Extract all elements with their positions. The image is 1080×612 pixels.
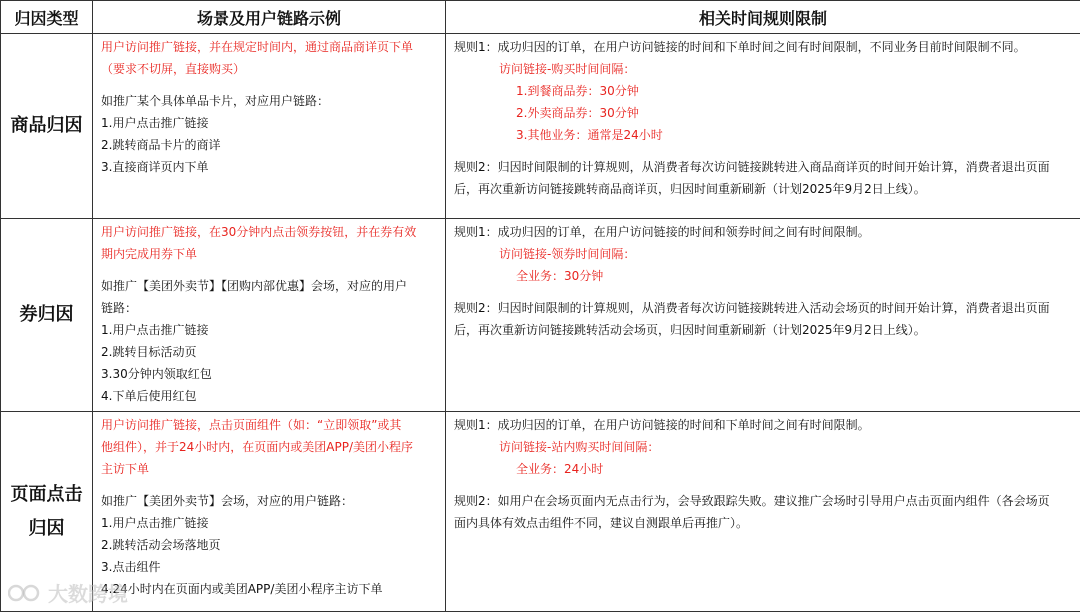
scenario-red-line: 期内完成用券下单: [101, 247, 198, 261]
scenario-red-line: 用户访问推广链接，在30分钟内点击领券按钮，并在券有效: [101, 225, 417, 239]
rule1-interval-item: 全业务：30分钟: [516, 269, 604, 283]
rules-cell: [446, 34, 1080, 219]
type-label: 页面点击: [10, 483, 83, 505]
scenario-step: 3.30分钟内领取红包: [101, 367, 212, 381]
scenario-step: 3.点击组件: [101, 560, 161, 574]
rule1-text: 规则1：成功归因的订单，在用户访问链接的时间和下单时间之间有时间限制，不同业务目前时间限制不同。: [454, 40, 1026, 54]
rule2-text: 规则2：归因时间限制的计算规则，从消费者每次访问链接跳转进入活动会场页的时间开始计算，消费者退出页面: [454, 301, 1050, 315]
table-row: [1, 412, 1080, 612]
rules-cell: [446, 219, 1080, 412]
header-type: 归因类型: [1, 1, 93, 34]
scenario-step: 2.跳转活动会场落地页: [101, 538, 221, 552]
rule1-interval-item: 1.到餐商品券：30分钟: [516, 84, 639, 98]
header-scenario: 场景及用户链路示例: [93, 1, 446, 34]
scenario-red-line: （要求不切屏，直接购买）: [101, 62, 246, 76]
rule2-text: 规则2：归因时间限制的计算规则，从消费者每次访问链接跳转进入商品商详页的时间开始计算，消费者退出页面: [454, 160, 1050, 174]
scenario-intro: 链路：: [101, 301, 138, 315]
rule1-interval-item: 全业务：24小时: [516, 462, 604, 476]
rule1-interval-item: 2.外卖商品券：30分钟: [516, 106, 639, 120]
rule1-text: 规则1：成功归因的订单，在用户访问链接的时间和领券时间之间有时间限制。: [454, 225, 870, 239]
header-rules: 相关时间规则限制: [446, 1, 1080, 34]
scenario-red-line: 他组件），并于24小时内，在页面内或美团APP/美团小程序: [101, 440, 413, 454]
scenario-red-line: 主访下单: [101, 462, 150, 476]
rule1-interval-head: 访问链接-领券时间间隔：: [499, 247, 636, 261]
scenario-intro: 如推广【美团外卖节】会场，对应的用户链路：: [101, 494, 354, 508]
type-label: 归因: [28, 517, 65, 539]
header-row: [1, 1, 1080, 34]
rule1-text: 规则1：成功归因的订单，在用户访问链接的时间和下单时间之间有时间限制。: [454, 418, 870, 432]
watermark-text: 大数跨境: [48, 582, 128, 606]
type-label: 券归因: [19, 304, 74, 325]
table-row: [1, 219, 1080, 412]
scenario-step: 2.跳转目标活动页: [101, 345, 197, 359]
scenario-red-line: 用户访问推广链接，点击页面组件（如：“立即领取”或其: [101, 418, 402, 432]
rule2-text: 规则2：如用户在会场页面内无点击行为，会导致跟踪失败。建议推广会场时引导用户点击页面内组件（各会场页: [454, 494, 1050, 508]
scenario-step: 1.用户点击推广链接: [101, 323, 209, 337]
scenario-step: 4.24小时内在页面内或美团APP/美团小程序主访下单: [101, 582, 383, 596]
scenario-step: 2.跳转商品卡片的商详: [101, 138, 221, 152]
rules-cell: [446, 412, 1080, 612]
scenario-cell: [93, 219, 446, 412]
scenario-step: 3.直接商详页内下单: [101, 160, 209, 174]
attribution-type: [1, 34, 93, 219]
rule2-text: 后，再次重新访问链接跳转活动会场页，归因时间重新刷新（计划2025年9月2日上线）。: [454, 323, 926, 337]
watermark: [8, 578, 128, 607]
attribution-type: [1, 219, 93, 412]
type-label: 商品归因: [10, 115, 83, 136]
scenario-step: 1.用户点击推广链接: [101, 116, 209, 130]
watermark-logo-icon: [8, 581, 42, 605]
rule1-interval-head: 访问链接-购买时间间隔：: [499, 62, 636, 76]
scenario-step: 1.用户点击推广链接: [101, 516, 209, 530]
scenario-step: 4.下单后使用红包: [101, 389, 197, 403]
scenario-red-line: 用户访问推广链接，并在规定时间内，通过商品商详页下单: [101, 40, 414, 54]
table-row: [1, 34, 1080, 219]
rule1-interval-item: 3.其他业务：通常是24小时: [516, 128, 663, 142]
rule2-text: 后，再次重新访问链接跳转商品商详页，归因时间重新刷新（计划2025年9月2日上线）。: [454, 182, 926, 196]
scenario-cell: [93, 412, 446, 612]
scenario-cell: [93, 34, 446, 219]
scenario-intro: 如推广【美团外卖节】【团购内部优惠】会场，对应的用户: [101, 279, 408, 293]
rule1-interval-head: 访问链接-站内购买时间间隔：: [499, 440, 660, 454]
scenario-intro: 如推广某个具体单品卡片，对应用户链路：: [101, 94, 330, 108]
rule2-text: 面内具体有效点击组件不同，建议自测跟单后再推广）。: [454, 516, 749, 530]
